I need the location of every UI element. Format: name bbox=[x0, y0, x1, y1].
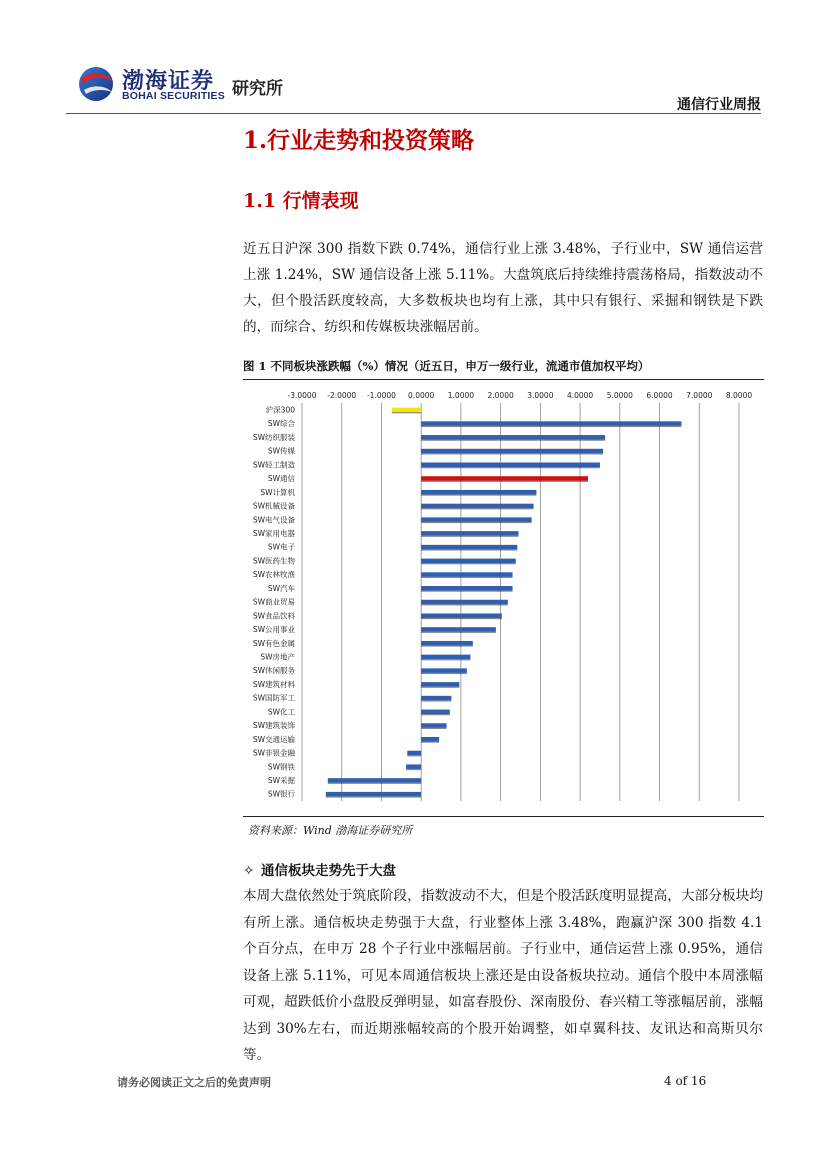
bar-shadow bbox=[421, 549, 517, 550]
logo-english: BOHAI SECURITIES bbox=[122, 90, 225, 102]
category-label: SW房地产 bbox=[260, 652, 295, 662]
category-label: SW纺织服装 bbox=[252, 432, 295, 442]
x-tick-label: 8.0000 bbox=[725, 391, 753, 400]
bar bbox=[407, 751, 421, 756]
bullet-heading-text: 通信板块走势先于大盘 bbox=[261, 863, 396, 879]
bar-shadow bbox=[328, 783, 421, 784]
bar bbox=[421, 723, 446, 728]
bar bbox=[421, 696, 451, 701]
category-label: SW食品饮料 bbox=[252, 611, 295, 621]
category-label: SW钢铁 bbox=[267, 762, 295, 772]
bar-shadow bbox=[421, 426, 681, 427]
x-tick-label: 3.0000 bbox=[527, 391, 554, 400]
category-label: SW汽车 bbox=[267, 583, 295, 593]
section-heading: 1.行业走势和投资策略 bbox=[243, 127, 475, 154]
bar bbox=[406, 764, 421, 769]
category-label: SW医药生物 bbox=[252, 556, 295, 566]
category-label: SW计算机 bbox=[260, 487, 295, 497]
x-tick-label: -2.0000 bbox=[327, 391, 357, 400]
category-label: SW商业贸易 bbox=[252, 597, 295, 607]
header-divider bbox=[66, 113, 761, 114]
category-label: SW电子 bbox=[267, 542, 295, 552]
bar bbox=[421, 449, 603, 454]
bar-shadow bbox=[421, 741, 439, 742]
bar-shadow bbox=[421, 563, 516, 564]
bar-shadow bbox=[326, 796, 421, 797]
bar-shadow bbox=[421, 591, 512, 592]
bullet-heading bbox=[243, 859, 396, 879]
logo-institute: 研究所 bbox=[232, 79, 283, 99]
category-label: SW建筑材料 bbox=[252, 679, 295, 689]
bar bbox=[421, 504, 533, 509]
category-label: SW银行 bbox=[267, 789, 295, 799]
category-label: SW建筑装饰 bbox=[252, 721, 295, 731]
bar bbox=[421, 476, 588, 481]
bar bbox=[421, 517, 531, 522]
figure-top-rule bbox=[243, 379, 764, 380]
category-label: SW传媒 bbox=[267, 446, 295, 456]
bar bbox=[421, 600, 508, 605]
category-label: SW通信 bbox=[267, 474, 295, 484]
bar bbox=[421, 421, 681, 426]
figure-title: 图 1 不同板块涨跌幅（%）情况（近五日，申万一级行业，流通市值加权平均） bbox=[243, 359, 650, 373]
category-label: SW电气设备 bbox=[252, 515, 295, 525]
bar-shadow bbox=[421, 453, 603, 454]
bar bbox=[328, 778, 421, 783]
bohai-logo-icon bbox=[78, 62, 118, 104]
category-label: SW非银金融 bbox=[252, 748, 295, 758]
x-tick-label: 6.0000 bbox=[646, 391, 673, 400]
bar-shadow bbox=[421, 577, 512, 578]
bar bbox=[421, 490, 536, 495]
x-tick-label: -1.0000 bbox=[366, 391, 396, 400]
bar-shadow bbox=[406, 769, 421, 770]
category-label: SW轻工制造 bbox=[252, 460, 295, 470]
figure-bottom-rule bbox=[243, 816, 764, 817]
x-tick-label: 0.0000 bbox=[408, 391, 435, 400]
diamond-star-icon: ✧ bbox=[243, 863, 255, 879]
logo-chinese: 渤海证券 bbox=[122, 69, 215, 94]
bar bbox=[421, 559, 516, 564]
bar-shadow bbox=[421, 687, 459, 688]
bar bbox=[421, 710, 450, 715]
bar-shadow bbox=[421, 714, 450, 715]
report-type: 通信行业周报 bbox=[677, 97, 761, 113]
bar bbox=[421, 613, 502, 618]
bar bbox=[421, 545, 517, 550]
x-tick-label: -3.0000 bbox=[287, 391, 317, 400]
bar-shadow bbox=[421, 632, 496, 633]
figure-source: 资料来源：Wind 渤海证券研究所 bbox=[248, 824, 413, 837]
bar-shadow bbox=[421, 536, 518, 537]
page-number: 4 of 16 bbox=[664, 1074, 707, 1088]
bar bbox=[421, 435, 605, 440]
sector-change-chart bbox=[243, 381, 764, 813]
bar-shadow bbox=[421, 440, 605, 441]
bar-shadow bbox=[421, 604, 508, 605]
category-label: SW公用事业 bbox=[252, 625, 295, 635]
category-label: 沪深300 bbox=[265, 405, 295, 415]
bar bbox=[421, 531, 518, 536]
bar-shadow bbox=[407, 755, 421, 756]
bar-shadow bbox=[421, 645, 473, 646]
category-label: SW机械设备 bbox=[252, 501, 295, 511]
bar-shadow bbox=[421, 467, 600, 468]
bar-shadow bbox=[421, 673, 467, 674]
x-tick-label: 2.0000 bbox=[487, 391, 514, 400]
bar bbox=[392, 408, 421, 413]
bar-shadow bbox=[421, 728, 446, 729]
bar-shadow bbox=[421, 481, 588, 482]
category-label: SW农林牧渔 bbox=[252, 570, 295, 580]
bar-shadow bbox=[421, 700, 451, 701]
bar-shadow bbox=[421, 522, 531, 523]
analysis-paragraph: 本周大盘依然处于筑底阶段，指数波动不大，但是个股活跃度明显提高，大部分板块均有所上涨。通信板块走势强于大盘，行业整体上涨 3.48%，跑赢沪深 300 指数 4.1 个百分点，在申万 28 个子行业中涨幅居前。子行业中，通信运营上涨 0.95%，通信设备上涨 5.11%，可见本周通信板块上涨还是由设备板块拉动。通信个股中本周涨幅可观，超跌低价小盘股反弹明显，如富春股份、深南股份、春兴精工等涨幅居前，涨幅达到 30%左右，而近期涨幅较高的个股开始调整，如卓翼科技、友讯达和高斯贝尔等。 bbox=[243, 888, 763, 1063]
bar-shadow bbox=[421, 494, 536, 495]
bar bbox=[421, 737, 439, 742]
bar-shadow bbox=[421, 618, 502, 619]
bar bbox=[421, 463, 600, 468]
category-label: SW采掘 bbox=[267, 776, 295, 786]
category-label: SW综合 bbox=[267, 419, 295, 429]
bar bbox=[421, 627, 496, 632]
intro-paragraph: 近五日沪深 300 指数下跌 0.74%，通信行业上涨 3.48%，子行业中，SW 通信运营上涨 1.24%，SW 通信设备上涨 5.11%。大盘筑底后持续维持震荡格局，指数波动不大，但个股活跃度较高，大多数板块也均有上涨，其中只有银行、采掘和钢铁是下跌的，而综合、纺织和传媒板块涨幅居前。 bbox=[243, 241, 763, 335]
category-label: SW化工 bbox=[267, 707, 295, 717]
bar bbox=[421, 641, 473, 646]
category-label: SW国防军工 bbox=[252, 693, 295, 703]
category-label: SW休闲服务 bbox=[252, 666, 295, 676]
bar bbox=[421, 668, 467, 673]
bar-shadow bbox=[392, 412, 421, 413]
bar bbox=[421, 572, 512, 577]
x-tick-label: 7.0000 bbox=[686, 391, 713, 400]
bar-shadow bbox=[421, 508, 533, 509]
x-tick-label: 5.0000 bbox=[606, 391, 633, 400]
bar bbox=[421, 682, 459, 687]
bar bbox=[421, 655, 470, 660]
category-label: SW交通运输 bbox=[252, 734, 295, 744]
bar bbox=[326, 792, 421, 797]
footer-disclaimer: 请务必阅读正文之后的免责声明 bbox=[117, 1076, 271, 1089]
bar-shadow bbox=[421, 659, 470, 660]
category-label: SW家用电器 bbox=[252, 528, 295, 538]
x-tick-label: 4.0000 bbox=[566, 391, 594, 400]
category-label: SW有色金属 bbox=[252, 638, 295, 648]
subsection-heading: 1.1 行情表现 bbox=[243, 190, 359, 212]
x-tick-label: 1.0000 bbox=[447, 391, 475, 400]
bar bbox=[421, 586, 512, 591]
